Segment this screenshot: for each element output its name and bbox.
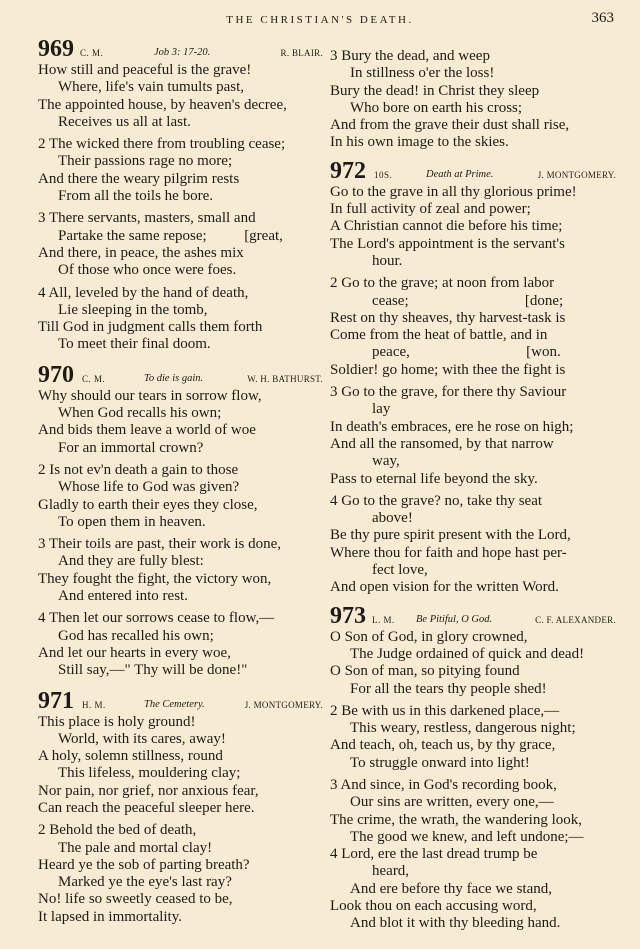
hymn-meter: C. M. bbox=[80, 48, 104, 58]
stanza bbox=[38, 136, 323, 205]
verse-line: Gladly to earth their eyes they close, bbox=[38, 496, 258, 513]
stanza bbox=[330, 777, 616, 846]
hymn-number: 971 bbox=[38, 687, 74, 714]
verse-line: 4 Then let our sorrows cease to flow,— bbox=[38, 610, 275, 627]
verse-line: peace, [won. bbox=[372, 344, 561, 361]
verse-line: A Christian cannot die before his time; bbox=[330, 218, 563, 235]
verse-line: For all the tears thy people shed! bbox=[350, 680, 547, 697]
verse-line: 3 Go to the grave, for there thy Saviour bbox=[330, 384, 567, 401]
stanza bbox=[38, 462, 323, 531]
page-number: 363 bbox=[591, 10, 614, 26]
verse-line: In full activity of zeal and power; bbox=[330, 201, 531, 218]
hymn-subtitle: Be Pitiful, O God. bbox=[416, 613, 493, 625]
hymn-author: J. MONTGOMERY. bbox=[244, 699, 323, 710]
verse-line: 2 Is not ev'n death a gain to those bbox=[38, 461, 239, 478]
verse-line: 3 Bury the dead, and weep bbox=[330, 48, 490, 64]
verse-line: Bury the dead! in Christ they sleep bbox=[330, 82, 540, 99]
hymn-scripture: Job 3: 17-20. bbox=[154, 47, 211, 58]
hymn-number: 973 bbox=[330, 602, 366, 629]
verse-line: O Son of man, so pitying found bbox=[330, 663, 520, 680]
right-column bbox=[330, 48, 616, 938]
verse-line: 2 The wicked there from troubling cease; bbox=[38, 136, 286, 153]
verse-line: God has recalled his own; bbox=[58, 627, 214, 644]
verse-line: Their passions rage no more; bbox=[58, 153, 233, 170]
verse-line: In death's embraces, ere he rose on high; bbox=[330, 418, 574, 435]
verse-line: This place is holy ground! bbox=[38, 713, 196, 730]
hymn-969 bbox=[38, 36, 323, 354]
verse-line: This weary, restless, dangerous night; bbox=[350, 720, 576, 737]
left-column bbox=[38, 36, 323, 931]
hymn-meter: L. M. bbox=[372, 614, 395, 625]
verse-line: To open them in heaven. bbox=[58, 513, 206, 530]
hymn-meter: H. M. bbox=[82, 699, 106, 710]
verse-line: fect love, bbox=[372, 562, 428, 579]
hymn-author: R. BLAIR. bbox=[280, 48, 323, 58]
verse-line: No! life so sweetly ceased to be, bbox=[38, 891, 233, 908]
hymn-970 bbox=[38, 362, 323, 680]
verse-line: cease; [done; bbox=[372, 292, 564, 309]
stanza bbox=[38, 714, 323, 818]
stanza-971-3 bbox=[330, 48, 616, 152]
stanza bbox=[330, 703, 616, 772]
stanza bbox=[330, 184, 616, 270]
verse-line: Pass to eternal life beyond the sky. bbox=[330, 470, 538, 487]
verse-line: Who bore on earth his cross; bbox=[350, 99, 523, 116]
verse-line: Heard ye the sob of parting breath? bbox=[38, 856, 250, 873]
verse-line: The Lord's appointment is the servant's bbox=[330, 235, 565, 252]
verse-line: way, bbox=[372, 453, 400, 470]
verse-line: 3 Their toils are past, their work is done, bbox=[38, 536, 282, 553]
verse-line: This lifeless, mouldering clay; bbox=[58, 765, 241, 782]
stanza bbox=[330, 275, 616, 379]
verse-line: To struggle onward into light! bbox=[350, 754, 530, 771]
verse-line: A holy, solemn stillness, round bbox=[38, 748, 223, 765]
verse-line: Why should our tears in sorrow flow, bbox=[38, 387, 262, 404]
hymn-author: C. F. ALEXANDER. bbox=[535, 614, 616, 625]
verse-line: And there the weary pilgrim rests bbox=[38, 170, 240, 187]
stanza bbox=[330, 493, 616, 597]
verse-line: The appointed house, by heaven's decree, bbox=[38, 96, 287, 113]
verse-line: 2 Behold the bed of death, bbox=[38, 822, 197, 839]
verse-line: And from the grave their dust shall rise, bbox=[330, 117, 570, 134]
hymn-author: W. H. BATHURST. bbox=[247, 373, 323, 384]
hymn-heading bbox=[330, 603, 616, 629]
verse-line: In his own image to the skies. bbox=[330, 134, 509, 151]
hymn-meter: C. M. bbox=[82, 373, 106, 384]
verse-line: Nor pain, nor grief, nor anxious fear, bbox=[38, 782, 259, 799]
verse-line: 3 There servants, masters, small and bbox=[38, 210, 256, 227]
stanza bbox=[38, 610, 323, 679]
verse-line: For an immortal crown? bbox=[58, 439, 204, 456]
verse-line: hour. bbox=[372, 252, 403, 269]
verse-line: The Judge ordained of quick and dead! bbox=[350, 645, 585, 662]
verse-line: From all the toils he bore. bbox=[58, 188, 213, 205]
verse-line: To meet their final doom. bbox=[58, 336, 211, 353]
hymn-subtitle: The Cemetery. bbox=[144, 698, 205, 710]
verse-line: The good we knew, and left undone;— bbox=[350, 828, 584, 845]
stanza bbox=[330, 384, 616, 488]
stanza bbox=[330, 846, 616, 932]
verse-line: 2 Go to the grave; at noon from labor bbox=[330, 275, 555, 292]
verse-line: And entered into rest. bbox=[58, 588, 188, 605]
verse-line: Still say,—" Thy will be done!" bbox=[58, 662, 248, 679]
hymn-subtitle: To die is gain. bbox=[144, 372, 204, 384]
verse-line: The crime, the wrath, the wandering look, bbox=[330, 811, 582, 828]
verse-line: Whose life to God was given? bbox=[58, 479, 240, 496]
stanza bbox=[38, 822, 323, 926]
stanza bbox=[38, 62, 323, 131]
verse-line: Soldier! go home; with thee the fight is bbox=[330, 361, 566, 378]
hymn-heading bbox=[330, 158, 616, 184]
running-title: THE CHRISTIAN'S DEATH. bbox=[226, 14, 414, 26]
stanza bbox=[38, 388, 323, 457]
stanza bbox=[38, 210, 323, 279]
verse-line: O Son of God, in glory crowned, bbox=[330, 628, 528, 645]
verse-line: They fought the fight, the victory won, bbox=[38, 570, 272, 587]
verse-line: And teach, oh, teach us, by thy grace, bbox=[330, 737, 556, 754]
hymn-number: 970 bbox=[38, 361, 74, 388]
hymn-subtitle: Death at Prime. bbox=[426, 168, 494, 180]
hymn-number: 969 bbox=[38, 36, 74, 62]
verse-line: above! bbox=[372, 510, 413, 527]
verse-line: Go to the grave in all thy glorious prime! bbox=[330, 183, 577, 200]
verse-line: 3 And since, in God's recording book, bbox=[330, 776, 557, 793]
verse-line: Can reach the peaceful sleeper here. bbox=[38, 799, 255, 816]
verse-line: Our sins are written, every one,— bbox=[350, 794, 554, 811]
verse-line: It lapsed in immortality. bbox=[38, 908, 183, 925]
hymn-973 bbox=[330, 603, 616, 933]
verse-line: Receives us all at last. bbox=[58, 113, 191, 130]
verse-line: Rest on thy sheaves, thy harvest-task is bbox=[330, 309, 566, 326]
verse-line: Be thy pure spirit present with the Lord, bbox=[330, 527, 571, 544]
verse-line: And open vision for the written Word. bbox=[330, 579, 559, 596]
hymn-heading bbox=[38, 36, 323, 62]
verse-line: And they are fully blest: bbox=[58, 553, 204, 570]
hymn-heading bbox=[38, 362, 323, 388]
verse-line: 4 Lord, ere the last dread trump be bbox=[330, 846, 538, 863]
hymn-971 bbox=[38, 688, 323, 927]
verse-line: The pale and mortal clay! bbox=[58, 839, 213, 856]
hymn-972 bbox=[330, 158, 616, 597]
hymn-number: 972 bbox=[330, 157, 366, 184]
hymn-heading bbox=[38, 688, 323, 714]
verse-line: And let our hearts in every woe, bbox=[38, 644, 231, 661]
verse-line: Where thou for faith and hope hast per- bbox=[330, 544, 567, 561]
verse-line: heard, bbox=[372, 863, 410, 880]
verse-line: How still and peaceful is the grave! bbox=[38, 62, 252, 78]
verse-line: Come from the heat of battle, and in bbox=[330, 327, 548, 344]
verse-line: World, with its cares, away! bbox=[58, 730, 226, 747]
stanza bbox=[38, 285, 323, 354]
verse-line: Of those who once were foes. bbox=[58, 262, 237, 279]
verse-line: And all the ransomed, by that narrow bbox=[330, 435, 554, 452]
verse-line: And ere before thy face we stand, bbox=[350, 880, 552, 897]
verse-line: And there, in peace, the ashes mix bbox=[38, 244, 244, 261]
verse-line: And blot it with thy bleeding hand. bbox=[350, 915, 561, 932]
verse-line: In stillness o'er the loss! bbox=[350, 65, 495, 82]
verse-line: Partake the same repose; [great, bbox=[58, 227, 283, 244]
verse-line: Look thou on each accusing word, bbox=[330, 898, 537, 915]
verse-line: Where, life's vain tumults past, bbox=[58, 79, 244, 96]
hymn-author: J. MONTGOMERY. bbox=[537, 169, 616, 180]
verse-line: lay bbox=[372, 401, 391, 418]
verse-line: Marked ye the eye's last ray? bbox=[58, 874, 232, 891]
verse-line: 4 All, leveled by the hand of death, bbox=[38, 284, 249, 301]
verse-line: And bids them leave a world of woe bbox=[38, 422, 256, 439]
verse-line: Till God in judgment calls them forth bbox=[38, 319, 263, 336]
hymn-meter: 10S. bbox=[374, 169, 393, 180]
verse-line: When God recalls his own; bbox=[58, 405, 222, 422]
stanza bbox=[330, 629, 616, 698]
stanza bbox=[38, 536, 323, 605]
verse-line: 2 Be with us in this darkened place,— bbox=[330, 702, 560, 719]
verse-line: 4 Go to the grave? no, take thy seat bbox=[330, 492, 543, 509]
verse-line: Lie sleeping in the tomb, bbox=[58, 301, 208, 318]
